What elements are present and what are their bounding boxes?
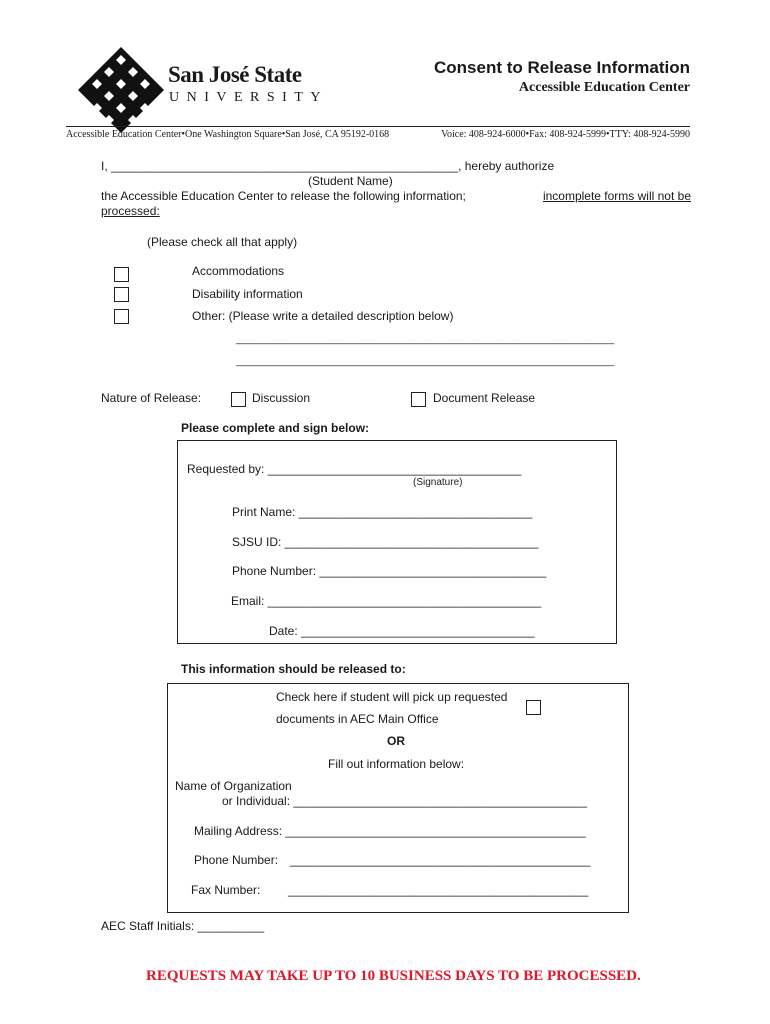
email-field[interactable]: Email: _________________________________________: [231, 594, 542, 608]
requested-by-field[interactable]: Requested by: ______________________________________: [187, 462, 522, 476]
disability-info-label: Disability information: [192, 287, 303, 301]
sjsu-id-field[interactable]: SJSU ID: ______________________________________: [232, 535, 539, 549]
nature-label: Nature of Release:: [101, 391, 202, 405]
mailing-address-field[interactable]: Mailing Address: _____________________________________________: [194, 824, 586, 838]
fax-label: Fax Number:: [191, 883, 261, 897]
authorize-prefix: I,: [101, 159, 112, 173]
accommodations-label: Accommodations: [192, 264, 285, 278]
center-address: Accessible Education Center•One Washington Square•San José, CA 95192-0168: [66, 129, 390, 140]
document-release-label: Document Release: [433, 391, 536, 405]
print-name-field[interactable]: Print Name: ___________________________________: [232, 505, 533, 519]
processing-notice: REQUESTS MAY TAKE UP TO 10 BUSINESS DAYS TO BE PROCESSED.: [146, 968, 641, 984]
discussion-checkbox[interactable]: [231, 392, 246, 407]
student-name-caption: (Student Name): [308, 174, 393, 188]
release-phone-field[interactable]: _____________________________________________: [290, 853, 591, 867]
fill-out-label: Fill out information below:: [328, 757, 465, 771]
form-subtitle: Accessible Education Center: [518, 80, 690, 95]
release-heading: This information should be released to:: [181, 662, 406, 676]
phone-number-field[interactable]: Phone Number: __________________________________: [232, 564, 547, 578]
sjsu-tower-icon: [76, 45, 166, 135]
organization-label: Name of Organization: [175, 779, 292, 793]
student-name-field[interactable]: ____________________________________________________: [111, 159, 459, 173]
other-label: Other: (Please write a detailed description below): [192, 309, 454, 323]
pickup-checkbox[interactable]: [526, 700, 541, 715]
date-field[interactable]: Date: ___________________________________: [269, 624, 535, 638]
incomplete-warning: incomplete forms will not be: [542, 189, 691, 203]
form-title: Consent to Release Information: [434, 58, 690, 77]
accommodations-checkbox[interactable]: [114, 267, 129, 282]
pickup-label-cont: documents in AEC Main Office: [276, 712, 439, 726]
fax-field[interactable]: _____________________________________________: [288, 883, 589, 897]
signature-caption: (Signature): [413, 477, 463, 488]
release-phone-label: Phone Number:: [194, 853, 279, 867]
or-divider: OR: [387, 734, 405, 748]
description-line[interactable]: ____________________________________________________________________: [236, 334, 615, 345]
authorize-line2: [101, 189, 691, 203]
disability-info-checkbox[interactable]: [114, 287, 129, 302]
university-subname: UNIVERSITY: [169, 90, 328, 105]
document-release-checkbox[interactable]: [411, 392, 426, 407]
staff-initials-field[interactable]: AEC Staff Initials: __________: [101, 919, 265, 933]
discussion-label: Discussion: [252, 391, 311, 405]
header-divider: [66, 126, 690, 127]
university-name: San José State: [168, 62, 302, 87]
description-line[interactable]: ____________________________________________________________________: [236, 356, 615, 367]
organization-field[interactable]: or Individual: ____________________________________________: [222, 794, 588, 808]
sjsu-logo: [76, 45, 166, 135]
authorize-sep: ;: [462, 189, 466, 203]
authorize-suffix: , hereby authorize: [458, 159, 555, 173]
center-contact: Voice: 408-924-6000•Fax: 408-924-5999•TTY: 408-924-5990: [441, 129, 690, 140]
check-instructions: (Please check all that apply): [147, 235, 298, 249]
incomplete-warning-cont: processed:: [101, 204, 160, 218]
sign-heading: Please complete and sign below:: [181, 421, 370, 435]
pickup-label: Check here if student will pick up requested: [276, 690, 508, 704]
authorize-text: the Accessible Education Center to release the following information: [101, 189, 463, 203]
authorize-line: [101, 159, 554, 173]
other-checkbox[interactable]: [114, 309, 129, 324]
